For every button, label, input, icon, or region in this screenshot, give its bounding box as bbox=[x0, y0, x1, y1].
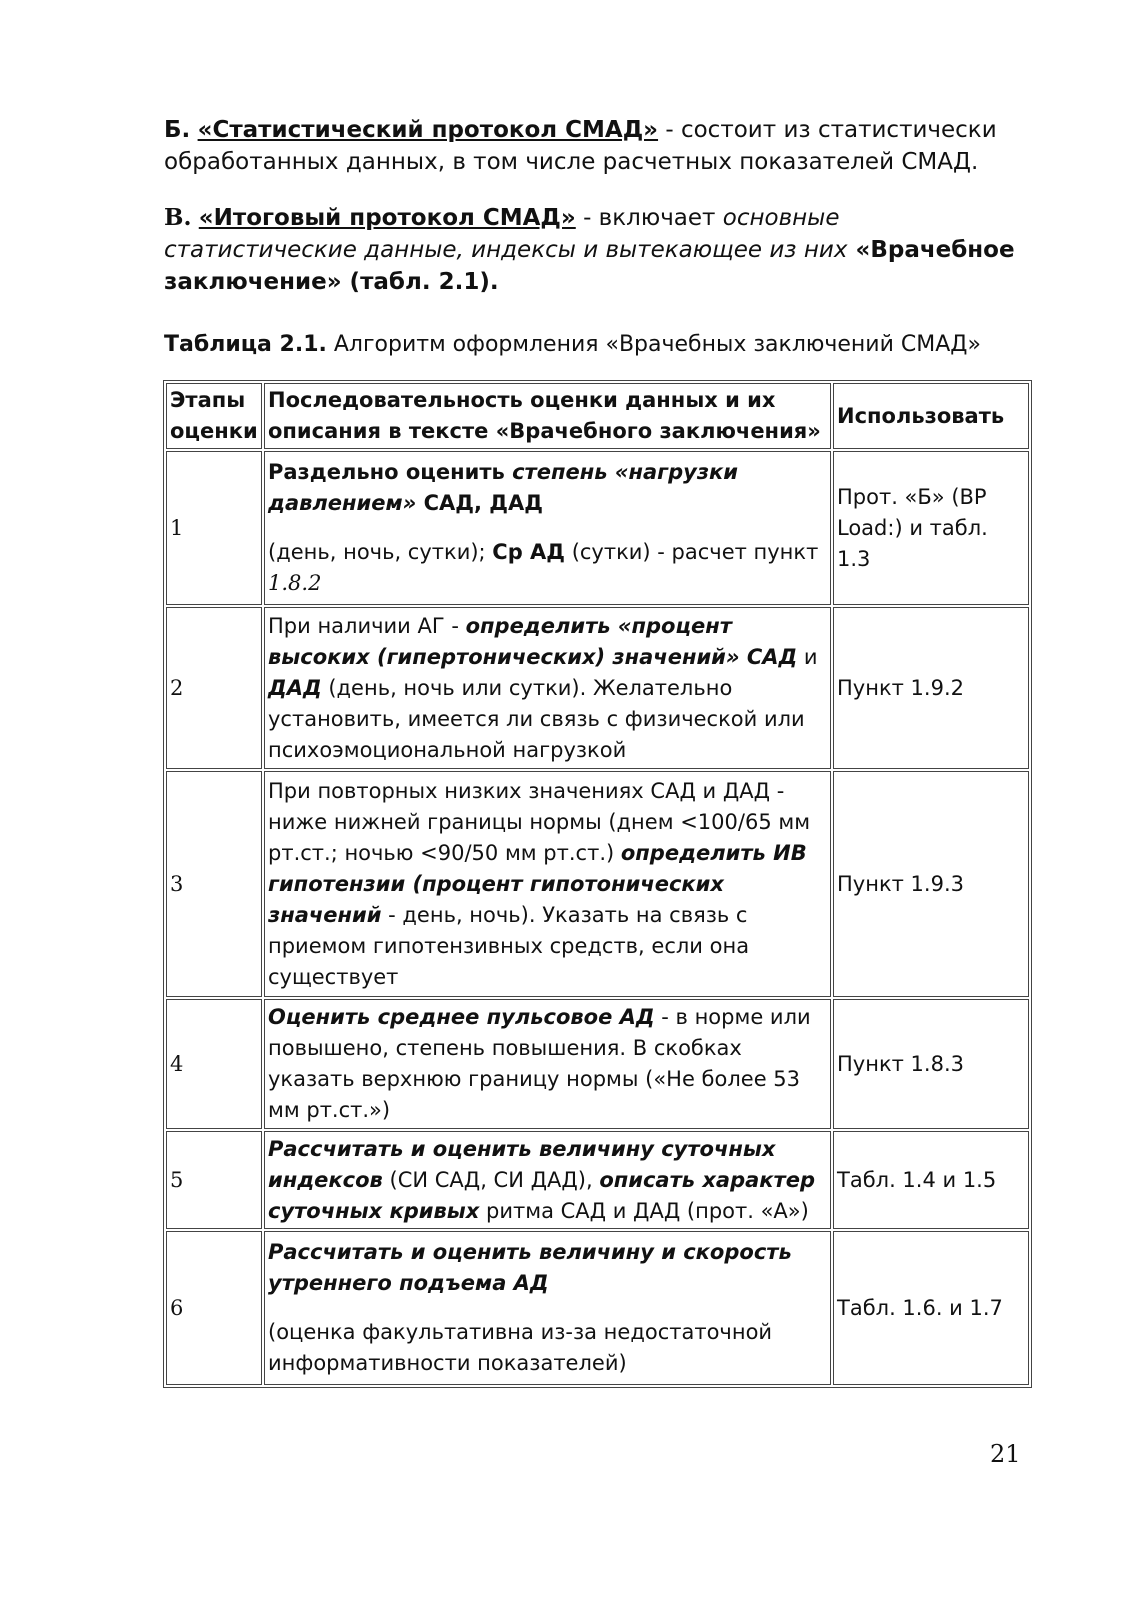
paragraph-protocol-v bbox=[164, 202, 1024, 298]
seq-emphasis: определить «процент высоких (гипертонических) значений» САД bbox=[268, 613, 798, 669]
paragraph-text: - включает bbox=[575, 205, 723, 231]
seq-text: (сутки) - расчет пункт bbox=[565, 540, 819, 564]
seq-emphasis: Рассчитать и оценить величину и скорость утреннего подъема АД bbox=[268, 1240, 792, 1295]
paragraph-title: «Статистический протокол СМАД» bbox=[197, 117, 659, 143]
table-row bbox=[166, 771, 1029, 997]
use-cell: Табл. 1.4 и 1.5 bbox=[833, 1131, 1029, 1229]
seq-text: и bbox=[797, 644, 818, 669]
paragraph-label: В. bbox=[164, 204, 192, 231]
paragraph-bold-text: «Врачебное заключение» (табл. 2.1). bbox=[164, 237, 1015, 295]
sequence-cell bbox=[264, 451, 831, 605]
table-row bbox=[166, 999, 1029, 1129]
stage-number: 4 bbox=[166, 999, 262, 1129]
seq-text: ритма САД и ДАД (прот. «А») bbox=[479, 1198, 809, 1223]
use-cell: Пункт 1.9.3 bbox=[833, 771, 1029, 997]
seq-emphasis: Оценить среднее пульсовое АД bbox=[268, 1005, 655, 1029]
seq-emphasis: определить ИВ гипотензии (процент гипотонических значений bbox=[268, 840, 807, 927]
header-use: Использовать bbox=[833, 383, 1029, 449]
sequence-cell bbox=[264, 1131, 831, 1229]
stage-number: 2 bbox=[166, 607, 262, 769]
sequence-cell bbox=[264, 607, 831, 769]
use-cell: Пункт 1.9.2 bbox=[833, 607, 1029, 769]
seq-emphasis: Ср АД bbox=[492, 540, 566, 564]
seq-text: (СИ САД, СИ ДАД), bbox=[382, 1167, 600, 1192]
seq-text: При наличии АГ - bbox=[268, 613, 466, 638]
stage-number: 1 bbox=[166, 451, 262, 605]
spacer bbox=[268, 519, 827, 537]
stage-number: 6 bbox=[166, 1231, 262, 1385]
table-row bbox=[166, 451, 1029, 605]
paragraph-protocol-b bbox=[164, 114, 1024, 178]
use-cell: Табл. 1.6. и 1.7 bbox=[833, 1231, 1029, 1385]
seq-emphasis: описать характер суточных кривых bbox=[268, 1167, 815, 1223]
seq-emphasis: ДАД bbox=[268, 675, 322, 700]
table-row bbox=[166, 1131, 1029, 1229]
seq-text: (оценка факультативна из-за недостаточной информативности показателей) bbox=[268, 1320, 773, 1375]
sequence-cell bbox=[264, 1231, 831, 1385]
table-caption-label: Таблица 2.1. bbox=[164, 332, 327, 357]
seq-reference: 1.8.2 bbox=[268, 571, 322, 595]
sequence-cell bbox=[264, 771, 831, 997]
seq-text: При повторных низких значениях САД и ДАД - ниже нижней границы нормы (днем <100/65 мм рт.ст.; ночью <90/50 мм рт.ст.) bbox=[268, 778, 811, 865]
table-caption-text: Алгоритм оформления «Врачебных заключений СМАД» bbox=[326, 332, 981, 357]
stage-number: 5 bbox=[166, 1131, 262, 1229]
seq-text: САД, ДАД bbox=[416, 491, 543, 515]
evaluation-algorithm-table bbox=[163, 380, 1032, 1388]
table-header-row bbox=[166, 383, 1029, 449]
use-cell: Прот. «Б» (BP Load:) и табл. 1.3 bbox=[833, 451, 1029, 605]
table-row bbox=[166, 607, 1029, 769]
table-row bbox=[166, 1231, 1029, 1385]
seq-text: (день, ночь или сутки). Желательно установить, имеется ли связь с физической или психоэмоциональной нагрузкой bbox=[268, 675, 805, 762]
paragraph-title: «Итоговый протокол СМАД» bbox=[198, 205, 576, 231]
seq-text: (день, ночь, сутки); bbox=[268, 540, 493, 564]
header-stage: Этапы оценки bbox=[166, 383, 262, 449]
sequence-cell bbox=[264, 999, 831, 1129]
table-caption bbox=[164, 330, 1034, 360]
seq-text: - в норме или повышено, степень повышения. В скобках указать верхнюю границу нормы («Не более 53 мм рт.ст.») bbox=[268, 1005, 811, 1122]
seq-text: - день, ночь). Указать на связь с приемом гипотензивных средств, если она существует bbox=[268, 902, 750, 989]
use-cell: Пункт 1.8.3 bbox=[833, 999, 1029, 1129]
seq-text: Раздельно оценить bbox=[268, 460, 513, 484]
seq-emphasis: Рассчитать и оценить величину суточных индексов bbox=[268, 1136, 776, 1192]
seq-emphasis: степень «нагрузки давлением» bbox=[268, 460, 739, 515]
spacer bbox=[268, 1299, 827, 1317]
stage-number: 3 bbox=[166, 771, 262, 997]
paragraph-italic-text: основные статистические данные, индексы и вытекающее из них bbox=[164, 205, 848, 263]
paragraph-text: - состоит из статистически обработанных данных, в том числе расчетных показателей СМАД. bbox=[164, 117, 997, 175]
page-number: 21 bbox=[990, 1440, 1021, 1468]
header-sequence: Последовательность оценки данных и их описания в тексте «Врачебного заключения» bbox=[264, 383, 831, 449]
paragraph-label: Б. bbox=[164, 117, 191, 143]
